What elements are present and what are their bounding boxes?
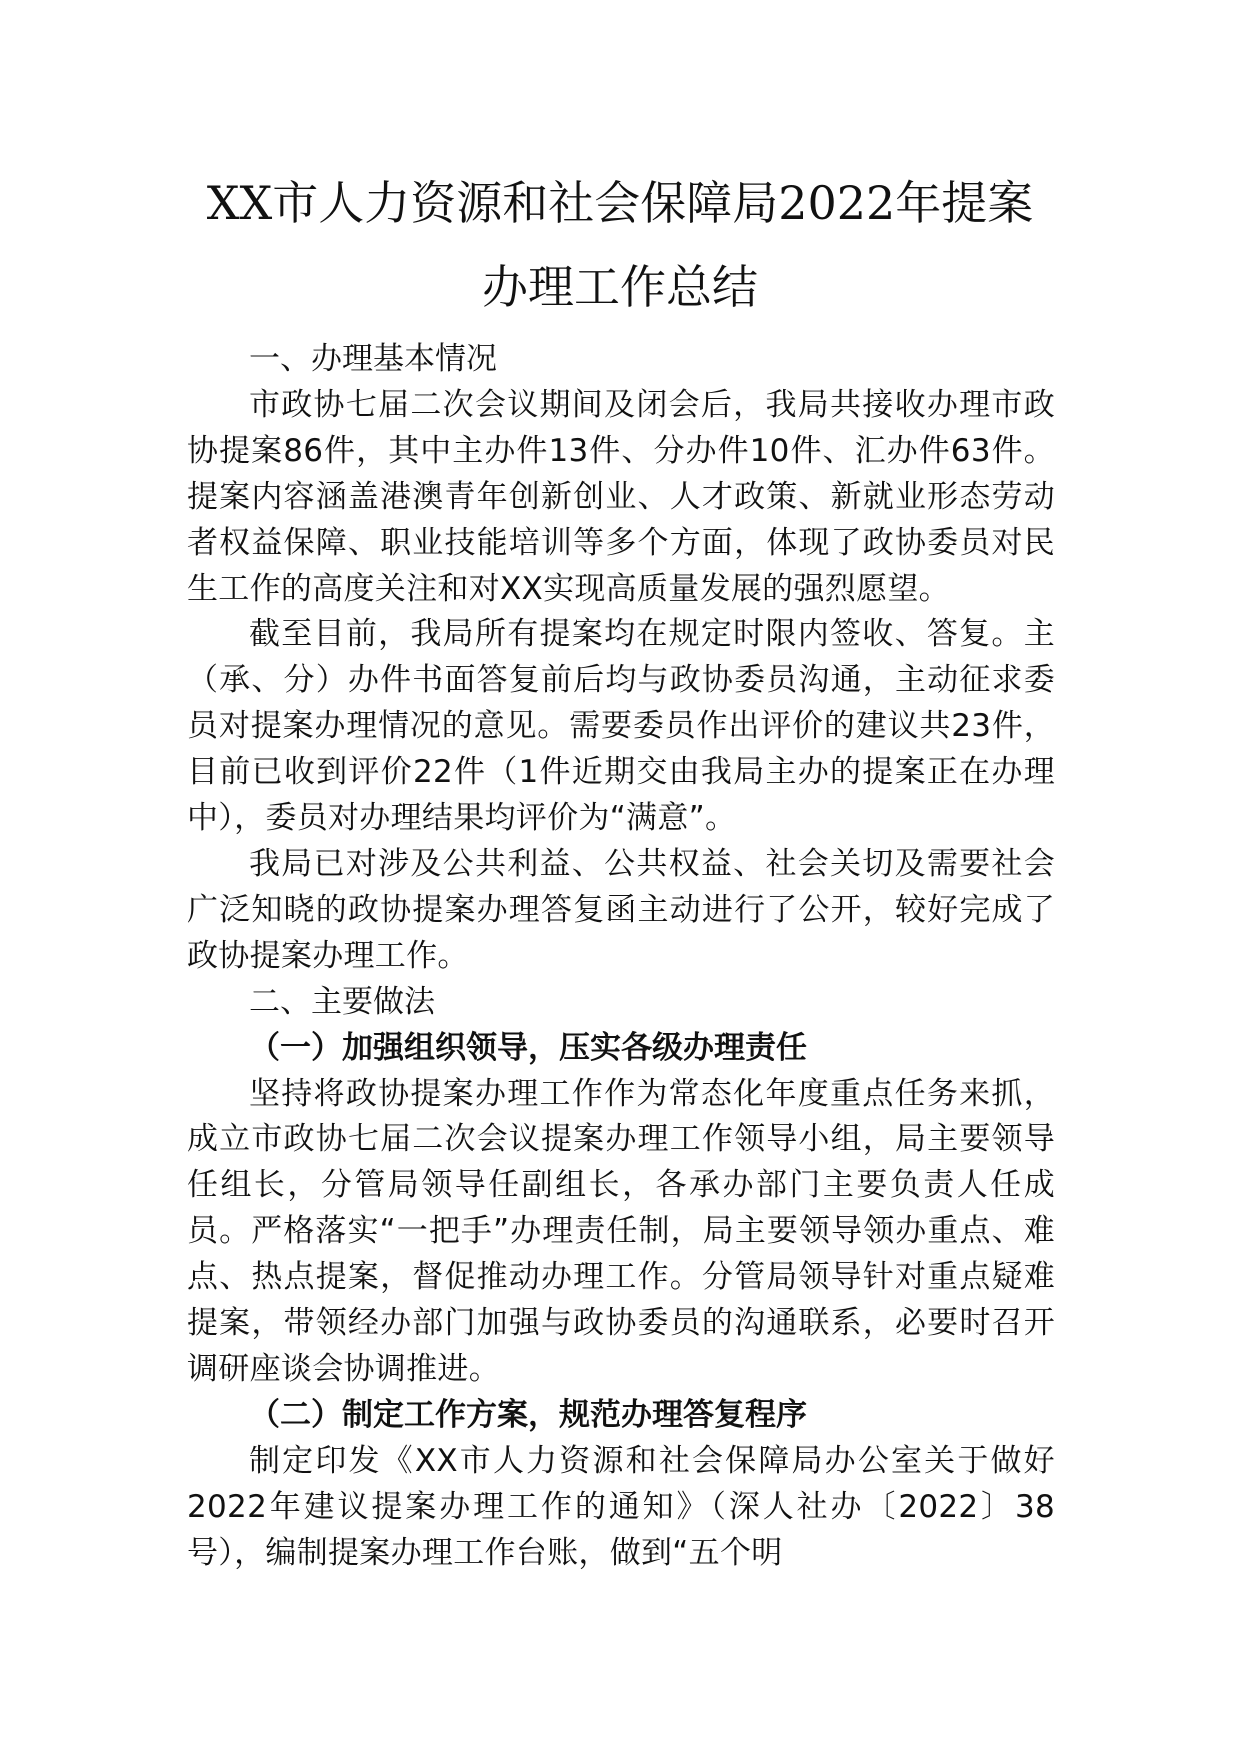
paragraph-reply-status: 截至目前，我局所有提案均在规定时限内签收、答复。主（承、分）办件书面答复前后均与政协委员沟通，主动征求委员对提案办理情况的意见。需要委员作出评价的建议共23件，目前已收到评价22件（1件近期交由我局主办的提案正在办理中），委员对办理结果均评价为“满意”。 [187,616,1055,837]
section-heading-main-practices: 二、主要做法 [249,983,435,1020]
document-title-line-1: XX市人力资源和社会保障局2022年提案 [206,176,1034,230]
paragraph-work-plan: 制定印发《XX市人力资源和社会保障局办公室关于做好2022年建议提案办理工作的通知》（深人社办〔2022〕38号），编制提案办理工作台账，做到“五个明 [187,1442,1055,1571]
section-heading-basic-situation: 一、办理基本情况 [249,341,497,377]
document-title-line-2: 办理工作总结 [482,260,758,314]
subheading-work-plan: （二）制定工作方案，规范办理答复程序 [249,1396,807,1433]
paragraph-disclosure: 我局已对涉及公共利益、公共权益、社会关切及需要社会广泛知晓的政协提案办理答复函主动进行了公开，较好完成了政协提案办理工作。 [187,845,1055,974]
subheading-organization-leadership: （一）加强组织领导，压实各级办理责任 [249,1029,807,1066]
document-body [187,337,1055,1576]
paragraph-organization-leadership: 坚持将政协提案办理工作作为常态化年度重点任务来抓，成立市政协七届二次会议提案办理工作领导小组，局主要领导任组长，分管局领导任副组长，各承办部门主要负责人任成员。严格落实“一把手”办理责任制，局主要领导领办重点、难点、热点提案，督促推动办理工作。分管局领导针对重点疑难提案，带领经办部门加强与政协委员的沟通联系，必要时召开调研座谈会协调推进。 [187,1075,1055,1387]
paragraph-proposal-overview: 市政协七届二次会议期间及闭会后，我局共接收办理市政协提案86件，其中主办件13件、分办件10件、汇办件63件。提案内容涵盖港澳青年创新创业、人才政策、新就业形态劳动者权益保障、职业技能培训等多个方面，体现了政协委员对民生工作的高度关注和对XX实现高质量发展的强烈愿望。 [187,386,1055,607]
